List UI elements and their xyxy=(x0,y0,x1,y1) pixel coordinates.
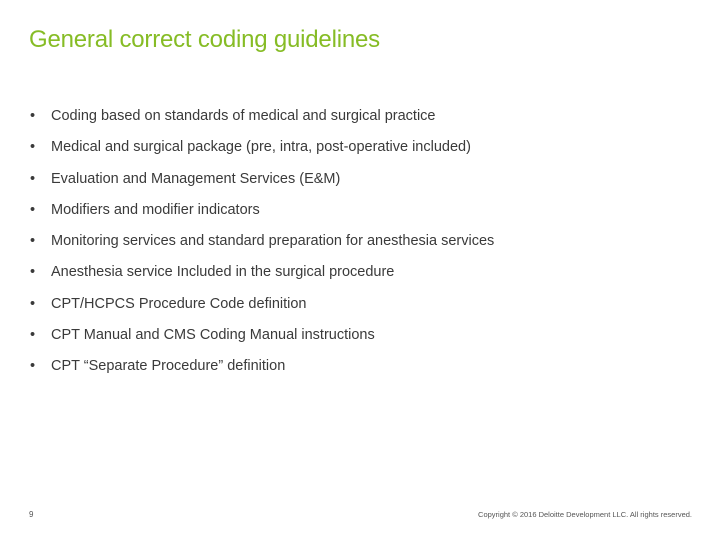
bullet-item xyxy=(30,296,494,327)
bullet-dot: • xyxy=(30,264,36,281)
bullet-item xyxy=(30,171,494,202)
bullet-dot: • xyxy=(30,170,36,187)
bullet-text: Modifiers and modifier indicators xyxy=(51,201,260,218)
page-number: 9 xyxy=(29,510,34,519)
bullet-item xyxy=(30,108,494,139)
bullet-dot: • xyxy=(30,295,36,312)
bullet-dot: • xyxy=(30,327,36,344)
bullet-item xyxy=(30,264,494,295)
bullet-text: Monitoring services and standard preparation for anesthesia services xyxy=(51,233,495,250)
bullet-text: CPT/HCPCS Procedure Code definition xyxy=(51,295,307,312)
bullet-text: CPT Manual and CMS Coding Manual instructions xyxy=(51,327,375,344)
bullet-list xyxy=(30,108,494,390)
bullet-item xyxy=(30,202,494,233)
copyright-notice: Copyright © 2016 Deloitte Development LLC. All rights reserved. xyxy=(478,510,692,519)
bullet-text: CPT “Separate Procedure” definition xyxy=(51,358,286,375)
bullet-item xyxy=(30,327,494,358)
bullet-item xyxy=(30,358,494,389)
bullet-dot: • xyxy=(30,201,36,218)
bullet-dot: • xyxy=(30,233,36,250)
bullet-dot: • xyxy=(30,139,36,156)
bullet-text: Anesthesia service Included in the surgical procedure xyxy=(51,264,395,281)
bullet-item xyxy=(30,139,494,170)
bullet-dot: • xyxy=(30,358,36,375)
slide-title: General correct coding guidelines xyxy=(29,26,380,53)
bullet-text: Evaluation and Management Services (E&M) xyxy=(51,170,341,187)
bullet-dot: • xyxy=(30,108,36,124)
bullet-text: Coding based on standards of medical and surgical practice xyxy=(51,108,436,124)
bullet-text: Medical and surgical package (pre, intra, post-operative included) xyxy=(51,139,471,156)
bullet-item xyxy=(30,233,494,264)
